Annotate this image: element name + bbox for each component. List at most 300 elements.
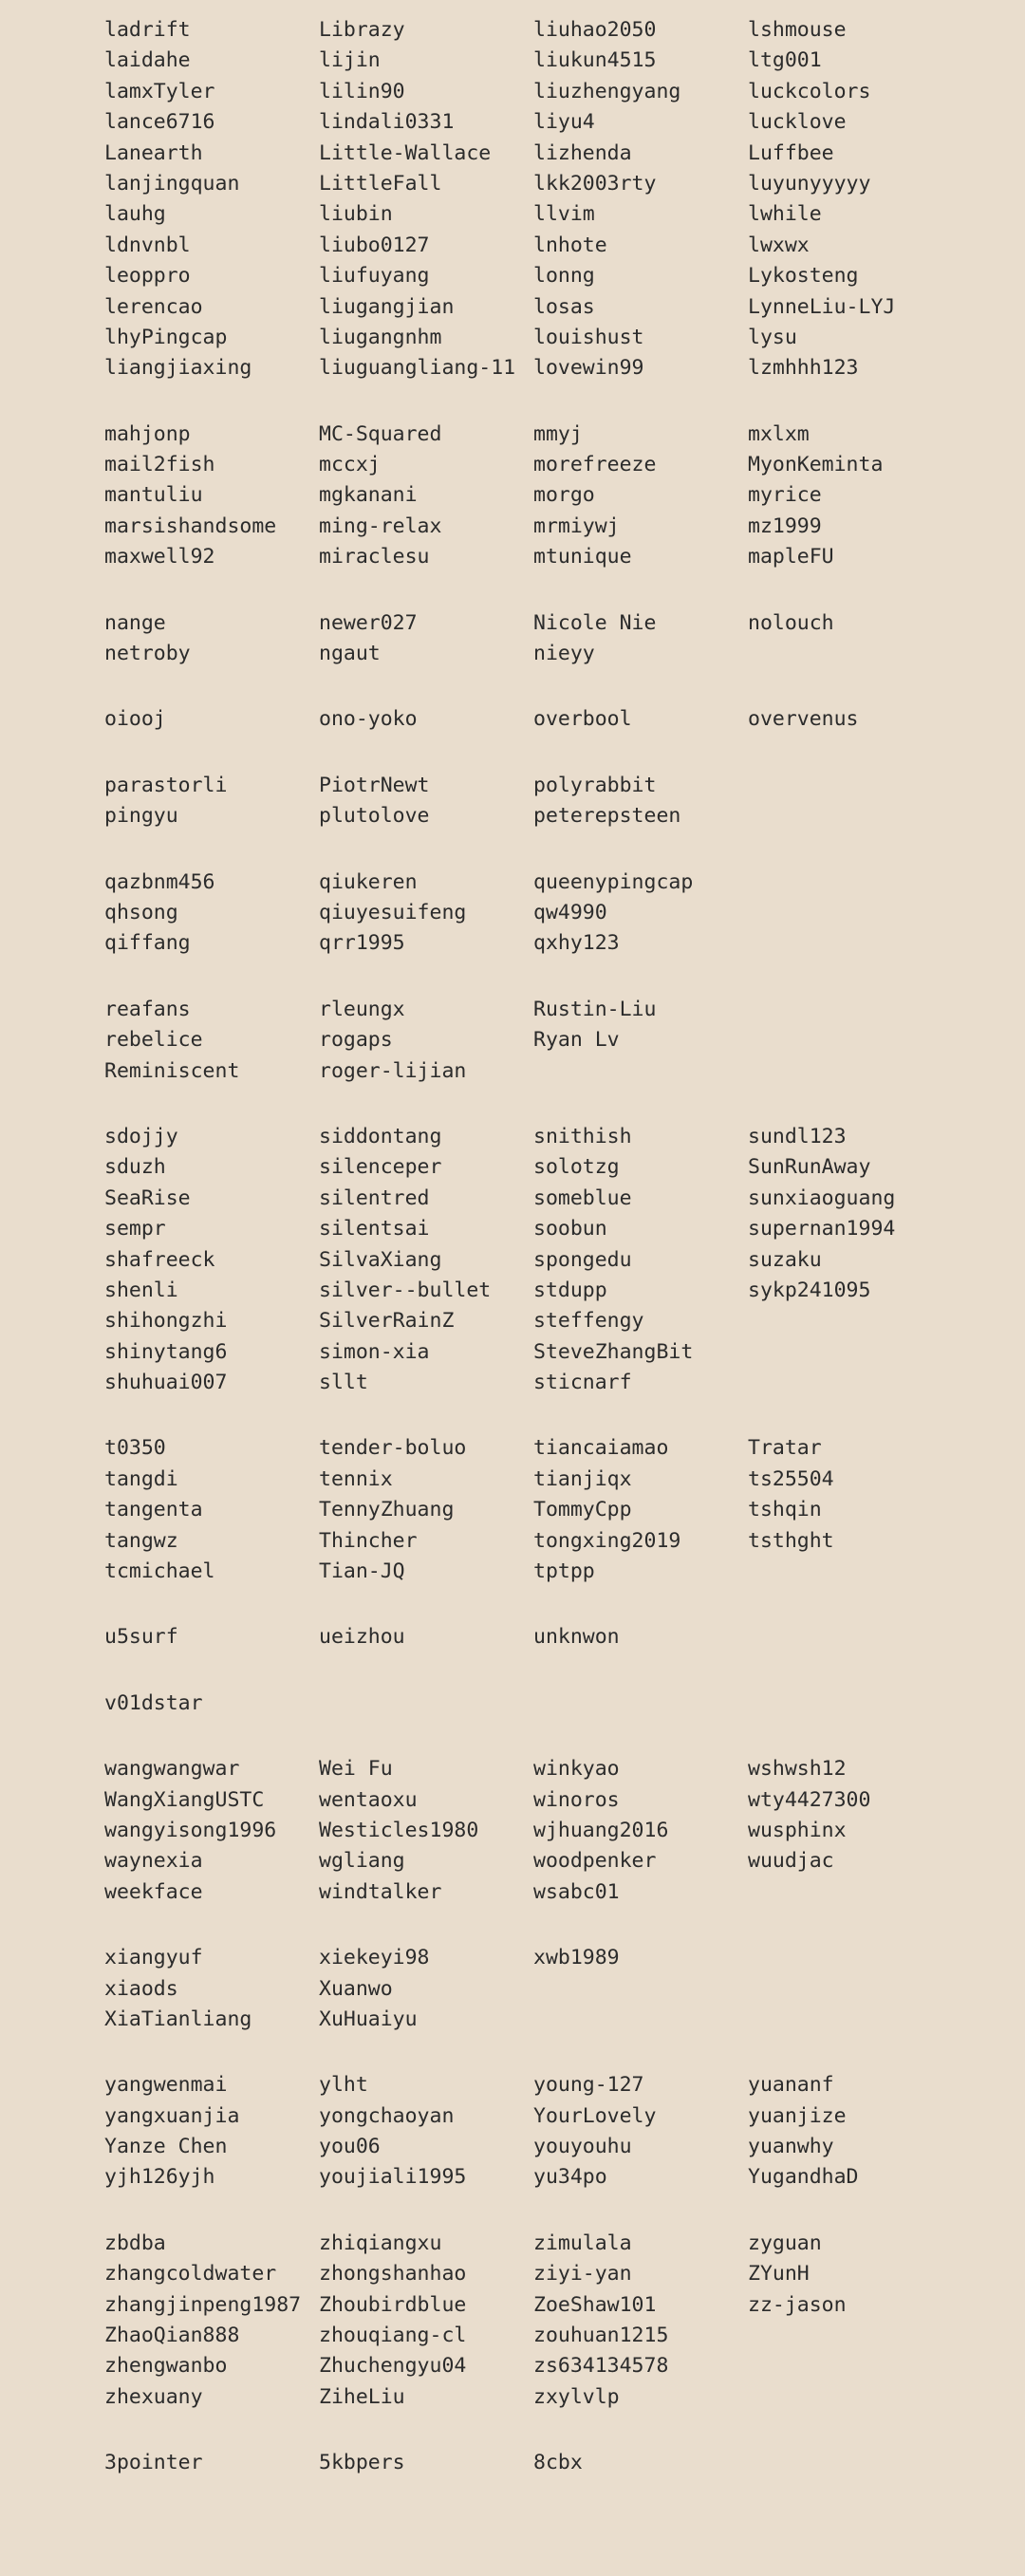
contributor-name: mrmiywj xyxy=(533,513,620,538)
contributor-name: lance6716 xyxy=(104,110,215,135)
contributor-name: lwxwx xyxy=(748,233,810,257)
empty-cell xyxy=(748,801,962,831)
contributor-row xyxy=(104,542,1016,572)
contributor-row xyxy=(104,771,1016,801)
contributor-row xyxy=(104,2132,1016,2162)
contributor-name: lovewin99 xyxy=(533,356,644,381)
contributor-name: peterepsteen xyxy=(533,804,681,829)
contributor-name: xwb1989 xyxy=(533,1946,620,1970)
contributor-name: lnhote xyxy=(533,233,607,257)
contributor-name: v01dstar xyxy=(104,1690,203,1715)
contributor-name: zbdba xyxy=(104,2231,166,2255)
contributor-name: tennix xyxy=(319,1466,393,1491)
contributor-row xyxy=(104,107,1016,138)
contributor-name: mxlxm xyxy=(748,421,810,446)
contributor-name: rogaps xyxy=(319,1028,393,1053)
contributor-name: mtunique xyxy=(533,545,632,569)
contributor-name: SeaRise xyxy=(104,1185,191,1210)
contributor-name: yuanjize xyxy=(748,2103,847,2128)
contributor-name: u5surf xyxy=(104,1625,178,1650)
contributor-name: xiekeyi98 xyxy=(319,1946,430,1970)
contributor-name: silver--bullet xyxy=(319,1278,492,1302)
contributor-row xyxy=(104,231,1016,261)
contributor-name: liukun4515 xyxy=(533,48,657,73)
contributor-name: LittleFall xyxy=(319,171,442,196)
contributor-name: you06 xyxy=(319,2135,381,2159)
contributor-name: mmyj xyxy=(533,421,583,446)
contributor-name: qw4990 xyxy=(533,900,607,924)
contributor-name: weekface xyxy=(104,1879,203,1904)
contributor-name: maxwell92 xyxy=(104,545,215,569)
contributor-name: tsthght xyxy=(748,1528,834,1553)
contributor-name: zhouqiang-cl xyxy=(319,2324,467,2348)
empty-cell xyxy=(748,1025,962,1055)
contributor-row xyxy=(104,2229,1016,2259)
contributor-name: XuHuaiyu xyxy=(319,2007,418,2031)
contributor-name: Tian-JQ xyxy=(319,1559,405,1584)
contributor-name: qhsong xyxy=(104,900,178,924)
contributor-name: ZYunH xyxy=(748,2262,810,2287)
contributor-name: llvim xyxy=(533,202,595,227)
contributor-row xyxy=(104,1557,1016,1587)
contributor-name: ngaut xyxy=(319,642,381,666)
contributor-name: Zhoubirdblue xyxy=(319,2292,467,2317)
contributor-name: silenceper xyxy=(319,1155,442,1180)
contributor-row xyxy=(104,46,1016,76)
contributor-name: 3pointer xyxy=(104,2451,203,2475)
contributor-name: lindali0331 xyxy=(319,110,455,135)
contributor-name: yuananf xyxy=(748,2073,834,2098)
contributor-row xyxy=(104,353,1016,383)
contributor-name: sundl123 xyxy=(748,1124,847,1148)
contributor-name: lerencao xyxy=(104,294,203,319)
contributor-name: shinytang6 xyxy=(104,1339,228,1364)
contributor-name: mahjonp xyxy=(104,421,191,446)
contributor-group-r xyxy=(104,995,1016,1087)
contributor-name: lijin xyxy=(319,48,381,73)
contributor-name: pingyu xyxy=(104,804,178,829)
contributor-row xyxy=(104,139,1016,169)
contributor-name: liubo0127 xyxy=(319,233,430,257)
contributor-row xyxy=(104,1816,1016,1846)
contributor-name: simon-xia xyxy=(319,1339,430,1364)
contributor-name: tcmichael xyxy=(104,1559,215,1584)
contributor-name: sunxiaoguang xyxy=(748,1185,896,1210)
contributor-name: waynexia xyxy=(104,1849,203,1874)
contributor-name: supernan1994 xyxy=(748,1217,896,1241)
contributor-name: queenypingcap xyxy=(533,869,694,894)
contributor-name: laidahe xyxy=(104,48,191,73)
contributor-row xyxy=(104,801,1016,831)
contributor-name: silentred xyxy=(319,1185,430,1210)
contributor-name: plutolove xyxy=(319,804,430,829)
contributor-row xyxy=(104,1025,1016,1055)
contributor-name: sllt xyxy=(319,1371,368,1395)
contributor-row xyxy=(104,169,1016,199)
contributor-group-digits xyxy=(104,2448,1016,2478)
contributor-name: liufuyang xyxy=(319,264,430,289)
contributor-name: solotzg xyxy=(533,1155,620,1180)
contributor-name: nieyy xyxy=(533,642,595,666)
contributor-name: liyu4 xyxy=(533,110,595,135)
contributor-group-w xyxy=(104,1754,1016,1908)
contributor-name: shuhuai007 xyxy=(104,1371,228,1395)
contributor-name: WangXiangUSTC xyxy=(104,1787,265,1812)
contributor-name: wangyisong1996 xyxy=(104,1818,277,1842)
contributor-row xyxy=(104,928,1016,959)
contributor-name: qiukeren xyxy=(319,869,418,894)
contributor-row xyxy=(104,199,1016,230)
contributor-row xyxy=(104,420,1016,450)
contributor-name: Nicole Nie xyxy=(533,610,657,635)
contributor-name: mccxj xyxy=(319,453,381,477)
contributor-name: Lykosteng xyxy=(748,264,859,289)
contributor-name: liuguangliang-11 xyxy=(319,356,516,381)
contributor-name: t0350 xyxy=(104,1436,166,1461)
contributor-row xyxy=(104,995,1016,1025)
empty-cell xyxy=(748,1557,962,1587)
empty-cell xyxy=(533,2005,748,2035)
empty-cell xyxy=(533,1689,748,1719)
contributor-name: Ryan Lv xyxy=(533,1028,620,1053)
contributor-name: lanjingquan xyxy=(104,171,240,196)
empty-cell xyxy=(748,868,962,898)
contributor-row xyxy=(104,292,1016,323)
contributor-name: zs634134578 xyxy=(533,2354,669,2379)
contributor-name: ono-yoko xyxy=(319,707,418,732)
contributor-name: liubin xyxy=(319,202,393,227)
contributor-name: wentaoxu xyxy=(319,1787,418,1812)
contributor-name: zz-jason xyxy=(748,2292,847,2317)
contributor-name: tender-boluo xyxy=(319,1436,467,1461)
contributor-name: mantuliu xyxy=(104,483,203,508)
contributor-group-t xyxy=(104,1433,1016,1587)
empty-cell xyxy=(748,1877,962,1908)
contributor-name: shafreeck xyxy=(104,1247,215,1272)
contributor-row xyxy=(104,2101,1016,2132)
contributor-row xyxy=(104,77,1016,107)
contributor-name: ltg001 xyxy=(748,48,822,73)
contributor-name: xiangyuf xyxy=(104,1946,203,1970)
contributor-row xyxy=(104,1974,1016,2005)
contributor-name: unknwon xyxy=(533,1625,620,1650)
contributor-name: mapleFU xyxy=(748,545,834,569)
contributor-name: lauhg xyxy=(104,202,166,227)
contributor-name: zimulala xyxy=(533,2231,632,2255)
contributor-name: netroby xyxy=(104,642,191,666)
contributor-row xyxy=(104,1622,1016,1652)
contributor-name: 5kbpers xyxy=(319,2451,405,2475)
contributor-name: ldnvnbl xyxy=(104,233,191,257)
contributor-name: liugangnhm xyxy=(319,325,442,349)
contributor-name: liangjiaxing xyxy=(104,356,252,381)
contributor-name: wuudjac xyxy=(748,1849,834,1874)
empty-cell xyxy=(533,1974,748,2005)
empty-cell xyxy=(748,2005,962,2035)
empty-cell xyxy=(748,1056,962,1087)
contributor-name: soobun xyxy=(533,1217,607,1241)
contributor-name: qazbnm456 xyxy=(104,869,215,894)
contributor-name: morefreeze xyxy=(533,453,657,477)
contributor-row xyxy=(104,1877,1016,1908)
contributor-name: TennyZhuang xyxy=(319,1498,455,1522)
contributor-name: zhengwanbo xyxy=(104,2354,228,2379)
contributor-name: parastorli xyxy=(104,773,228,797)
contributor-name: Reminiscent xyxy=(104,1058,240,1083)
contributor-name: yuanwhy xyxy=(748,2135,834,2159)
contributor-name: qiffang xyxy=(104,931,191,956)
contributor-name: SteveZhangBit xyxy=(533,1339,694,1364)
contributor-row xyxy=(104,2162,1016,2193)
contributor-name: SunRunAway xyxy=(748,1155,871,1180)
contributor-name: miraclesu xyxy=(319,545,430,569)
contributor-name: young-127 xyxy=(533,2073,644,2098)
contributor-name: lucklove xyxy=(748,110,847,135)
contributor-name: siddontang xyxy=(319,1124,442,1148)
contributor-name: nange xyxy=(104,610,166,635)
contributor-name: winkyao xyxy=(533,1757,620,1782)
empty-cell xyxy=(748,1337,962,1368)
contributor-name: YugandhaD xyxy=(748,2165,859,2190)
empty-cell xyxy=(748,898,962,928)
contributor-row xyxy=(104,1245,1016,1276)
contributor-row xyxy=(104,2321,1016,2351)
contributor-group-l xyxy=(104,15,1016,384)
contributor-name: woodpenker xyxy=(533,1849,657,1874)
contributor-name: winoros xyxy=(533,1787,620,1812)
empty-cell xyxy=(748,639,962,669)
empty-cell xyxy=(748,1306,962,1336)
contributor-row xyxy=(104,2070,1016,2100)
contributor-name: zyguan xyxy=(748,2231,822,2255)
contributor-row xyxy=(104,1465,1016,1495)
contributor-row xyxy=(104,1368,1016,1398)
contributor-name: ueizhou xyxy=(319,1625,405,1650)
contributor-name: qrr1995 xyxy=(319,931,405,956)
contributor-name: tiancaiamao xyxy=(533,1436,669,1461)
contributor-name: MC-Squared xyxy=(319,421,442,446)
contributor-name: Librazy xyxy=(319,18,405,42)
contributor-name: Lanearth xyxy=(104,140,203,165)
contributor-name: zhongshanhao xyxy=(319,2262,467,2287)
empty-cell xyxy=(748,2351,962,2381)
contributor-name: lkk2003rty xyxy=(533,171,657,196)
contributor-name: Zhuchengyu04 xyxy=(319,2354,467,2379)
contributor-row xyxy=(104,450,1016,480)
contributor-name: tangwz xyxy=(104,1528,178,1553)
contributor-name: lamxTyler xyxy=(104,79,215,103)
contributor-name: wty4427300 xyxy=(748,1787,871,1812)
contributor-name: sdojjy xyxy=(104,1124,178,1148)
contributor-row xyxy=(104,261,1016,291)
contributor-name: mgkanani xyxy=(319,483,418,508)
contributor-name: wjhuang2016 xyxy=(533,1818,669,1842)
empty-cell xyxy=(748,2382,962,2413)
contributor-group-s xyxy=(104,1122,1016,1399)
contributor-name: SilvaXiang xyxy=(319,1247,442,1272)
contributor-group-n xyxy=(104,608,1016,670)
contributor-name: yongchaoyan xyxy=(319,2103,455,2128)
contributor-name: sykp241095 xyxy=(748,1278,871,1302)
contributor-group-u xyxy=(104,1622,1016,1652)
contributor-name: tptpp xyxy=(533,1559,595,1584)
contributor-name: zhangjinpeng1987 xyxy=(104,2292,302,2317)
contributor-name: 8cbx xyxy=(533,2451,583,2475)
contributor-name: overvenus xyxy=(748,707,859,732)
contributor-name: lhyPingcap xyxy=(104,325,228,349)
contributor-name: liuhao2050 xyxy=(533,18,657,42)
contributor-name: qiuyesuifeng xyxy=(319,900,467,924)
contributor-name: louishust xyxy=(533,325,644,349)
contributor-name: ts25504 xyxy=(748,1466,834,1491)
contributor-name: Rustin-Liu xyxy=(533,997,657,1021)
contributor-name: windtalker xyxy=(319,1879,442,1904)
contributor-name: youjiali1995 xyxy=(319,2165,467,2190)
contributor-row xyxy=(104,1846,1016,1876)
contributor-row xyxy=(104,1689,1016,1719)
contributor-name: shihongzhi xyxy=(104,1309,228,1334)
contributor-name: wusphinx xyxy=(748,1818,847,1842)
contributor-name: ladrift xyxy=(104,18,191,42)
contributor-name: zxylvlp xyxy=(533,2384,620,2409)
contributor-row xyxy=(104,1495,1016,1525)
contributor-name: Wei Fu xyxy=(319,1757,393,1782)
contributor-row xyxy=(104,1276,1016,1306)
contributor-name: oiooj xyxy=(104,707,166,732)
contributor-name: lwhile xyxy=(748,202,822,227)
contributor-row xyxy=(104,898,1016,928)
contributor-name: zhangcoldwater xyxy=(104,2262,277,2287)
contributor-name: YourLovely xyxy=(533,2103,657,2128)
contributor-name: liugangjian xyxy=(319,294,455,319)
contributor-name: rleungx xyxy=(319,997,405,1021)
contributor-group-q xyxy=(104,868,1016,960)
contributor-name: ziyi-yan xyxy=(533,2262,632,2287)
contributor-name: lonng xyxy=(533,264,595,289)
contributor-name: ZiheLiu xyxy=(319,2384,405,2409)
contributor-name: qxhy123 xyxy=(533,931,620,956)
contributor-name: stdupp xyxy=(533,1278,607,1302)
contributor-name: marsishandsome xyxy=(104,513,277,538)
contributor-group-v xyxy=(104,1689,1016,1719)
contributor-row xyxy=(104,1056,1016,1087)
empty-cell xyxy=(748,771,962,801)
contributor-list xyxy=(104,15,1016,2514)
contributor-name: LynneLiu-LYJ xyxy=(748,294,896,319)
contributor-row xyxy=(104,2448,1016,2478)
contributor-row xyxy=(104,1943,1016,1973)
contributor-name: reafans xyxy=(104,997,191,1021)
contributor-name: youyouhu xyxy=(533,2135,632,2159)
contributor-name: ming-relax xyxy=(319,513,442,538)
contributor-group-z xyxy=(104,2229,1016,2413)
contributor-name: morgo xyxy=(533,483,595,508)
contributor-row xyxy=(104,2382,1016,2413)
contributor-row xyxy=(104,480,1016,511)
contributor-row xyxy=(104,1152,1016,1183)
contributor-row xyxy=(104,1337,1016,1368)
contributor-row xyxy=(104,15,1016,46)
contributor-name: polyrabbit xyxy=(533,773,657,797)
contributor-name: ZhaoQian888 xyxy=(104,2324,240,2348)
contributor-name: tongxing2019 xyxy=(533,1528,681,1553)
contributor-row xyxy=(104,2005,1016,2035)
contributor-row xyxy=(104,608,1016,639)
empty-cell xyxy=(748,1689,962,1719)
empty-cell xyxy=(319,1689,533,1719)
contributor-name: ylht xyxy=(319,2073,368,2098)
contributor-name: lilin90 xyxy=(319,79,405,103)
contributor-group-y xyxy=(104,2070,1016,2193)
contributor-name: wsabc01 xyxy=(533,1879,620,1904)
empty-cell xyxy=(748,2448,962,2478)
contributor-row xyxy=(104,323,1016,353)
contributor-name: ZoeShaw101 xyxy=(533,2292,657,2317)
contributor-name: leoppro xyxy=(104,264,191,289)
contributor-row xyxy=(104,2290,1016,2321)
empty-cell xyxy=(748,1622,962,1652)
contributor-row xyxy=(104,639,1016,669)
contributor-name: suzaku xyxy=(748,1247,822,1272)
empty-cell xyxy=(533,1056,748,1087)
contributor-name: yu34po xyxy=(533,2165,607,2190)
contributor-name: zouhuan1215 xyxy=(533,2324,669,2348)
contributor-name: snithish xyxy=(533,1124,632,1148)
contributor-name: myrice xyxy=(748,483,822,508)
contributor-name: lzmhhh123 xyxy=(748,356,859,381)
contributor-name: wshwsh12 xyxy=(748,1757,847,1782)
contributor-name: silentsai xyxy=(319,1217,430,1241)
empty-cell xyxy=(748,2321,962,2351)
contributor-name: overbool xyxy=(533,707,632,732)
contributor-name: sduzh xyxy=(104,1155,166,1180)
contributor-group-p xyxy=(104,771,1016,832)
contributor-name: nolouch xyxy=(748,610,834,635)
contributor-name: PiotrNewt xyxy=(319,773,430,797)
contributor-name: Little-Wallace xyxy=(319,140,492,165)
empty-cell xyxy=(748,995,962,1025)
empty-cell xyxy=(748,928,962,959)
contributor-name: sempr xyxy=(104,1217,166,1241)
contributor-name: tianjiqx xyxy=(533,1466,632,1491)
contributor-name: steffengy xyxy=(533,1309,644,1334)
contributor-name: lshmouse xyxy=(748,18,847,42)
contributor-name: sticnarf xyxy=(533,1371,632,1395)
contributor-name: yangwenmai xyxy=(104,2073,228,2098)
contributor-name: Xuanwo xyxy=(319,1976,393,2001)
contributor-name: spongedu xyxy=(533,1247,632,1272)
contributor-name: wgliang xyxy=(319,1849,405,1874)
contributor-name: Luffbee xyxy=(748,140,834,165)
empty-cell xyxy=(748,1368,962,1398)
contributor-name: wangwangwar xyxy=(104,1757,240,1782)
contributor-name: zhiqiangxu xyxy=(319,2231,442,2255)
contributor-name: SilverRainZ xyxy=(319,1309,455,1334)
contributor-row xyxy=(104,868,1016,898)
contributor-row xyxy=(104,1122,1016,1152)
contributor-row xyxy=(104,1754,1016,1784)
contributor-name: zhexuany xyxy=(104,2384,203,2409)
contributor-name: tangdi xyxy=(104,1466,178,1491)
contributor-name: TommyCpp xyxy=(533,1498,632,1522)
contributor-name: mail2fish xyxy=(104,453,215,477)
contributor-name: xiaods xyxy=(104,1976,178,2001)
contributor-row xyxy=(104,2351,1016,2381)
contributor-name: luckcolors xyxy=(748,79,871,103)
contributor-group-m xyxy=(104,420,1016,573)
contributor-row xyxy=(104,1214,1016,1244)
contributor-row xyxy=(104,1785,1016,1816)
